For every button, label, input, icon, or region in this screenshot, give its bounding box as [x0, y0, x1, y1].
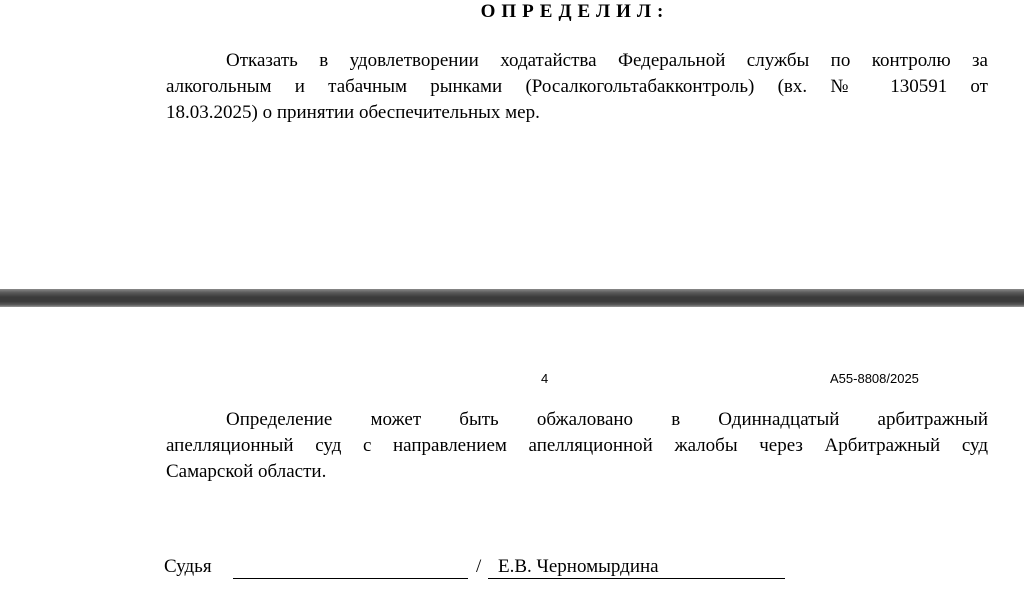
ruling-line-2: алкогольным и табачным рынками (Росалкогольтабакконтроль) (вх. № 130591 от: [166, 76, 988, 97]
appeal-paragraph: [166, 407, 988, 485]
signature-line: [233, 578, 468, 579]
signature-separator: /: [476, 556, 482, 577]
judge-name: Е.В. Черномырдина: [498, 556, 659, 577]
judge-label: Судья: [164, 556, 212, 577]
ruling-line-1: Отказать в удовлетворении ходатайства Федеральной службы по контролю за: [226, 50, 988, 71]
page-number: 4: [541, 371, 549, 386]
case-number: А55-8808/2025: [830, 371, 919, 386]
judge-name-underline: [488, 578, 785, 579]
appeal-line-3: Самарской области.: [166, 461, 327, 482]
appeal-line-2: апелляционный суд с направлением апелляционной жалобы через Арбитражный суд: [166, 435, 988, 456]
judge-signature-block: [164, 556, 804, 582]
page-break-divider: [0, 289, 1024, 307]
ruling-paragraph: [166, 48, 988, 126]
ruling-line-3: 18.03.2025) о принятии обеспечительных мер.: [166, 102, 540, 123]
ruling-heading: ОПРЕДЕЛИЛ:: [480, 1, 670, 22]
appeal-line-1: Определение может быть обжаловано в Одиннадцатый арбитражный: [226, 409, 988, 430]
